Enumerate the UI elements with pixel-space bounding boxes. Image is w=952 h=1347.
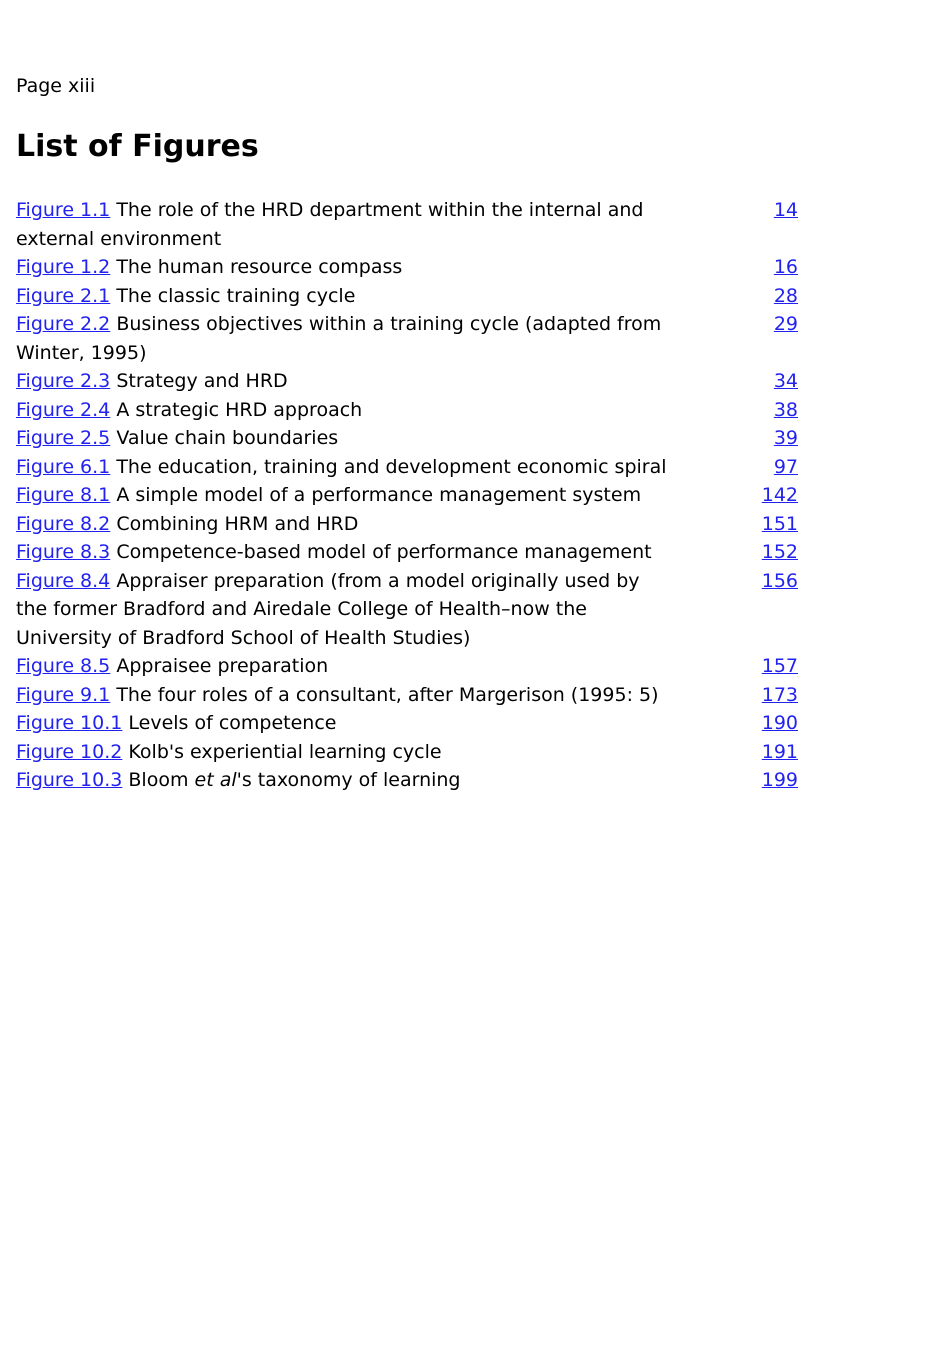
figure-page-cell [676, 453, 816, 482]
figure-page-cell [676, 709, 816, 738]
figure-link[interactable]: Figure 8.2 [16, 512, 111, 535]
figure-entry [16, 538, 676, 567]
page-number-link[interactable]: 28 [773, 284, 798, 307]
figure-row [16, 567, 816, 653]
figure-row [16, 738, 816, 767]
figure-title: Strategy and HRD [110, 370, 288, 392]
figure-link[interactable]: Figure 1.2 [16, 256, 111, 278]
page-number-link[interactable]: 152 [761, 541, 798, 563]
figure-row [16, 481, 816, 510]
figure-row [16, 282, 816, 311]
figure-link[interactable]: Figure 2.5 [16, 427, 111, 449]
figure-entry [16, 424, 676, 453]
page-number-link[interactable]: 157 [761, 655, 798, 677]
figure-page-cell [676, 253, 816, 282]
page-number-link[interactable]: 190 [761, 712, 798, 734]
figure-title: Business objectives within a training cycle (adapted from Winter, 1995) [16, 313, 662, 364]
figure-row [16, 196, 816, 253]
figure-page-cell [676, 738, 816, 767]
figure-title: The role of the HRD department within the internal and external environment [16, 199, 644, 250]
figure-title: Value chain boundaries [110, 427, 339, 449]
figure-page-cell [676, 766, 816, 795]
figure-entry [16, 652, 676, 681]
figure-row [16, 510, 816, 539]
figure-title: A strategic HRD approach [110, 398, 363, 421]
figure-row [16, 709, 816, 738]
figure-entry [16, 196, 676, 253]
figure-row [16, 453, 816, 482]
page-number-link[interactable]: 151 [761, 512, 798, 535]
figure-row [16, 396, 816, 425]
figure-row [16, 367, 816, 396]
figure-title: Competence-based model of performance management [110, 541, 652, 563]
figure-row [16, 424, 816, 453]
figure-link[interactable]: Figure 8.1 [16, 484, 111, 506]
figure-entry [16, 510, 676, 539]
figure-title: A simple model of a performance management system [110, 484, 642, 506]
figure-title-suffix: 's taxonomy of learning [236, 769, 461, 791]
figure-entry [16, 253, 676, 282]
page-number-link[interactable]: 34 [773, 370, 798, 392]
figure-link[interactable]: Figure 9.1 [16, 683, 111, 706]
figure-row [16, 681, 816, 710]
page-number-link[interactable]: 16 [773, 256, 798, 278]
figure-link[interactable]: Figure 8.5 [16, 655, 111, 677]
figure-entry [16, 481, 676, 510]
figure-row [16, 766, 816, 795]
figure-page-cell [676, 538, 816, 567]
figure-link[interactable]: Figure 10.2 [16, 740, 123, 763]
figure-page-cell [676, 652, 816, 681]
figure-title: Appraiser preparation (from a model originally used by the former Bradford and Airedale College of Health–now the University of Bradford School of Health Studies) [16, 569, 640, 649]
figure-title: Kolb's experiential learning cycle [122, 740, 442, 763]
figure-entry [16, 738, 676, 767]
page-title: List of Figures [16, 129, 259, 164]
figure-entry [16, 367, 676, 396]
figure-title: Appraisee preparation [110, 655, 329, 677]
figure-link[interactable]: Figure 8.3 [16, 541, 111, 563]
figure-link[interactable]: Figure 10.3 [16, 769, 123, 791]
figure-entry [16, 282, 676, 311]
figure-row [16, 538, 816, 567]
page-number-link[interactable]: 173 [761, 683, 798, 706]
page-number-link[interactable]: 38 [773, 398, 798, 421]
figure-entry [16, 681, 676, 710]
figure-page-cell [676, 510, 816, 539]
figure-page-cell [676, 424, 816, 453]
figure-link[interactable]: Figure 2.2 [16, 313, 111, 335]
figure-link[interactable]: Figure 10.1 [16, 712, 123, 734]
figure-page-cell [676, 481, 816, 510]
figure-row [16, 652, 816, 681]
figure-entry [16, 766, 676, 795]
figure-link[interactable]: Figure 2.3 [16, 370, 111, 392]
figure-title: Bloom [122, 769, 195, 791]
figure-title: The education, training and development economic spiral [110, 455, 667, 478]
figure-link[interactable]: Figure 6.1 [16, 455, 111, 478]
figure-page-cell [676, 310, 816, 367]
page-number-link[interactable]: 97 [773, 455, 798, 478]
page-number-link[interactable]: 156 [761, 569, 798, 592]
figure-title: Levels of competence [122, 712, 337, 734]
figure-title: The four roles of a consultant, after Margerison (1995: 5) [110, 683, 659, 706]
figure-page-cell [676, 681, 816, 710]
figure-entry [16, 396, 676, 425]
figure-link[interactable]: Figure 2.4 [16, 398, 111, 421]
page-number-link[interactable]: 199 [761, 769, 798, 791]
figure-page-cell [676, 567, 816, 653]
figure-entry [16, 310, 676, 367]
page-label: Page xiii [16, 75, 96, 97]
figures-list [16, 196, 816, 795]
figure-entry [16, 453, 676, 482]
figure-page-cell [676, 396, 816, 425]
page-number-link[interactable]: 14 [773, 199, 798, 221]
figure-title-italic: et al [194, 769, 237, 791]
figure-page-cell [676, 282, 816, 311]
figure-title: The human resource compass [110, 256, 403, 278]
figure-link[interactable]: Figure 1.1 [16, 199, 111, 221]
figure-title: The classic training cycle [110, 284, 356, 307]
figure-row [16, 253, 816, 282]
figure-title: Combining HRM and HRD [110, 512, 359, 535]
figure-page-cell [676, 196, 816, 253]
figure-entry [16, 709, 676, 738]
figure-link[interactable]: Figure 2.1 [16, 284, 111, 307]
figure-entry [16, 567, 676, 653]
figure-link[interactable]: Figure 8.4 [16, 569, 111, 592]
figures-list-body [16, 196, 816, 795]
figure-row [16, 310, 816, 367]
page-number-link[interactable]: 39 [773, 427, 798, 449]
figure-page-cell [676, 367, 816, 396]
page-number-link[interactable]: 142 [761, 484, 798, 506]
page-number-link[interactable]: 29 [773, 313, 798, 335]
page-number-link[interactable]: 191 [761, 740, 798, 763]
